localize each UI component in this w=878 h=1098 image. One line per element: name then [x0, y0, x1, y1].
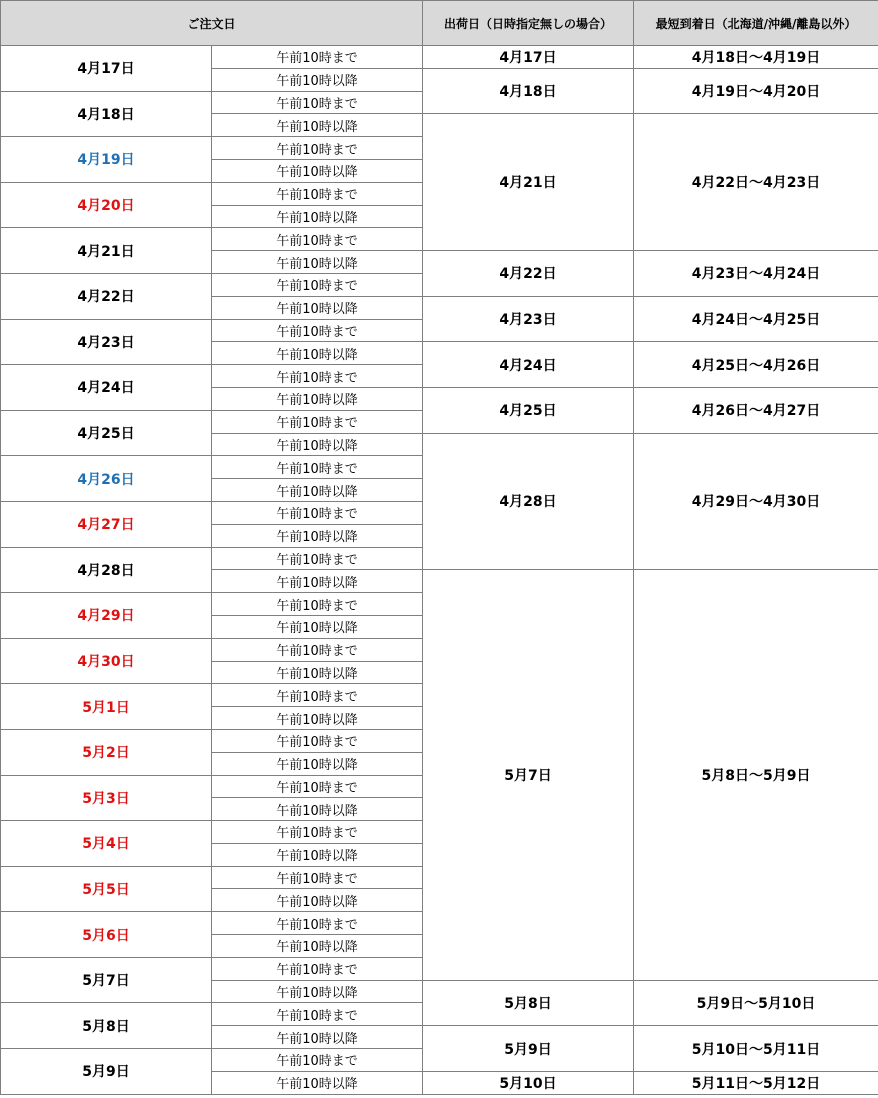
time-slot-cell: 午前10時以降 [212, 479, 423, 502]
order-date-cell: 5月8日 [1, 1003, 212, 1049]
arrival-date-header: 最短到着日（北海道/沖縄/離島以外） [634, 1, 878, 46]
order-date-cell: 5月4日 [1, 821, 212, 867]
order-date-cell: 4月30日 [1, 638, 212, 684]
time-slot-cell: 午前10時まで [212, 46, 423, 69]
order-date-cell: 4月24日 [1, 365, 212, 411]
schedule-body [1, 46, 878, 1095]
time-slot-cell: 午前10時以降 [212, 1071, 423, 1094]
order-date-cell: 4月26日 [1, 456, 212, 502]
arrival-date-cell: 5月9日～5月10日 [634, 980, 878, 1026]
order-date-cell: 4月18日 [1, 91, 212, 137]
time-slot-cell: 午前10時まで [212, 273, 423, 296]
time-slot-cell: 午前10時以降 [212, 843, 423, 866]
time-slot-cell: 午前10時以降 [212, 114, 423, 137]
ship-date-cell: 4月22日 [423, 251, 634, 297]
ship-date-cell: 5月10日 [423, 1071, 634, 1094]
order-date-cell: 4月25日 [1, 410, 212, 456]
arrival-date-cell: 5月10日～5月11日 [634, 1026, 878, 1072]
time-slot-cell: 午前10時まで [212, 957, 423, 980]
order-date-cell: 5月1日 [1, 684, 212, 730]
ship-date-cell: 4月17日 [423, 46, 634, 69]
header-row [1, 1, 878, 46]
time-slot-cell: 午前10時以降 [212, 433, 423, 456]
time-slot-cell: 午前10時まで [212, 1049, 423, 1072]
arrival-date-cell: 4月19日～4月20日 [634, 68, 878, 114]
arrival-date-cell: 5月11日～5月12日 [634, 1071, 878, 1094]
arrival-date-cell: 4月25日～4月26日 [634, 342, 878, 388]
time-slot-cell: 午前10時まで [212, 866, 423, 889]
ship-date-cell: 5月8日 [423, 980, 634, 1026]
arrival-date-cell: 4月24日～4月25日 [634, 296, 878, 342]
table-row [1, 46, 878, 69]
time-slot-cell: 午前10時以降 [212, 205, 423, 228]
order-date-cell: 5月5日 [1, 866, 212, 912]
order-date-cell: 4月22日 [1, 273, 212, 319]
time-slot-cell: 午前10時まで [212, 1003, 423, 1026]
ship-date-cell: 4月24日 [423, 342, 634, 388]
ship-date-cell: 4月21日 [423, 114, 634, 251]
time-slot-cell: 午前10時まで [212, 821, 423, 844]
time-slot-cell: 午前10時以降 [212, 524, 423, 547]
order-date-cell: 5月3日 [1, 775, 212, 821]
ship-date-cell: 4月23日 [423, 296, 634, 342]
arrival-date-cell: 4月26日～4月27日 [634, 387, 878, 433]
arrival-date-cell: 5月8日～5月9日 [634, 570, 878, 980]
arrival-date-cell: 4月18日～4月19日 [634, 46, 878, 69]
time-slot-cell: 午前10時以降 [212, 68, 423, 91]
order-date-cell: 4月27日 [1, 501, 212, 547]
time-slot-cell: 午前10時以降 [212, 798, 423, 821]
order-date-cell: 4月20日 [1, 182, 212, 228]
time-slot-cell: 午前10時まで [212, 319, 423, 342]
time-slot-cell: 午前10時まで [212, 638, 423, 661]
order-date-cell: 5月6日 [1, 912, 212, 958]
time-slot-cell: 午前10時以降 [212, 342, 423, 365]
time-slot-cell: 午前10時以降 [212, 661, 423, 684]
ship-date-cell: 4月28日 [423, 433, 634, 570]
order-date-cell: 5月7日 [1, 957, 212, 1003]
time-slot-cell: 午前10時以降 [212, 159, 423, 182]
time-slot-cell: 午前10時以降 [212, 570, 423, 593]
order-date-cell: 4月29日 [1, 593, 212, 639]
arrival-date-cell: 4月23日～4月24日 [634, 251, 878, 297]
time-slot-cell: 午前10時まで [212, 912, 423, 935]
time-slot-cell: 午前10時以降 [212, 980, 423, 1003]
time-slot-cell: 午前10時まで [212, 228, 423, 251]
time-slot-cell: 午前10時以降 [212, 889, 423, 912]
order-date-cell: 5月2日 [1, 729, 212, 775]
time-slot-cell: 午前10時まで [212, 775, 423, 798]
ship-date-cell: 4月25日 [423, 387, 634, 433]
time-slot-cell: 午前10時まで [212, 593, 423, 616]
time-slot-cell: 午前10時以降 [212, 707, 423, 730]
ship-date-cell: 5月9日 [423, 1026, 634, 1072]
time-slot-cell: 午前10時まで [212, 182, 423, 205]
time-slot-cell: 午前10時以降 [212, 752, 423, 775]
ship-date-header: 出荷日（日時指定無しの場合） [423, 1, 634, 46]
time-slot-cell: 午前10時まで [212, 137, 423, 160]
time-slot-cell: 午前10時まで [212, 91, 423, 114]
time-slot-cell: 午前10時まで [212, 729, 423, 752]
order-date-cell: 4月17日 [1, 46, 212, 92]
order-date-cell: 4月28日 [1, 547, 212, 593]
arrival-date-cell: 4月22日～4月23日 [634, 114, 878, 251]
time-slot-cell: 午前10時まで [212, 456, 423, 479]
time-slot-cell: 午前10時まで [212, 684, 423, 707]
time-slot-cell: 午前10時まで [212, 410, 423, 433]
time-slot-cell: 午前10時まで [212, 365, 423, 388]
time-slot-cell: 午前10時以降 [212, 615, 423, 638]
order-date-cell: 4月21日 [1, 228, 212, 274]
time-slot-cell: 午前10時以降 [212, 251, 423, 274]
time-slot-cell: 午前10時以降 [212, 935, 423, 958]
ship-date-cell: 5月7日 [423, 570, 634, 980]
time-slot-cell: 午前10時まで [212, 547, 423, 570]
order-date-header: ご注文日 [1, 1, 423, 46]
order-date-cell: 4月19日 [1, 137, 212, 183]
order-date-cell: 5月9日 [1, 1049, 212, 1095]
time-slot-cell: 午前10時以降 [212, 296, 423, 319]
time-slot-cell: 午前10時以降 [212, 387, 423, 410]
time-slot-cell: 午前10時まで [212, 501, 423, 524]
arrival-date-cell: 4月29日～4月30日 [634, 433, 878, 570]
ship-date-cell: 4月18日 [423, 68, 634, 114]
order-date-cell: 4月23日 [1, 319, 212, 365]
time-slot-cell: 午前10時以降 [212, 1026, 423, 1049]
